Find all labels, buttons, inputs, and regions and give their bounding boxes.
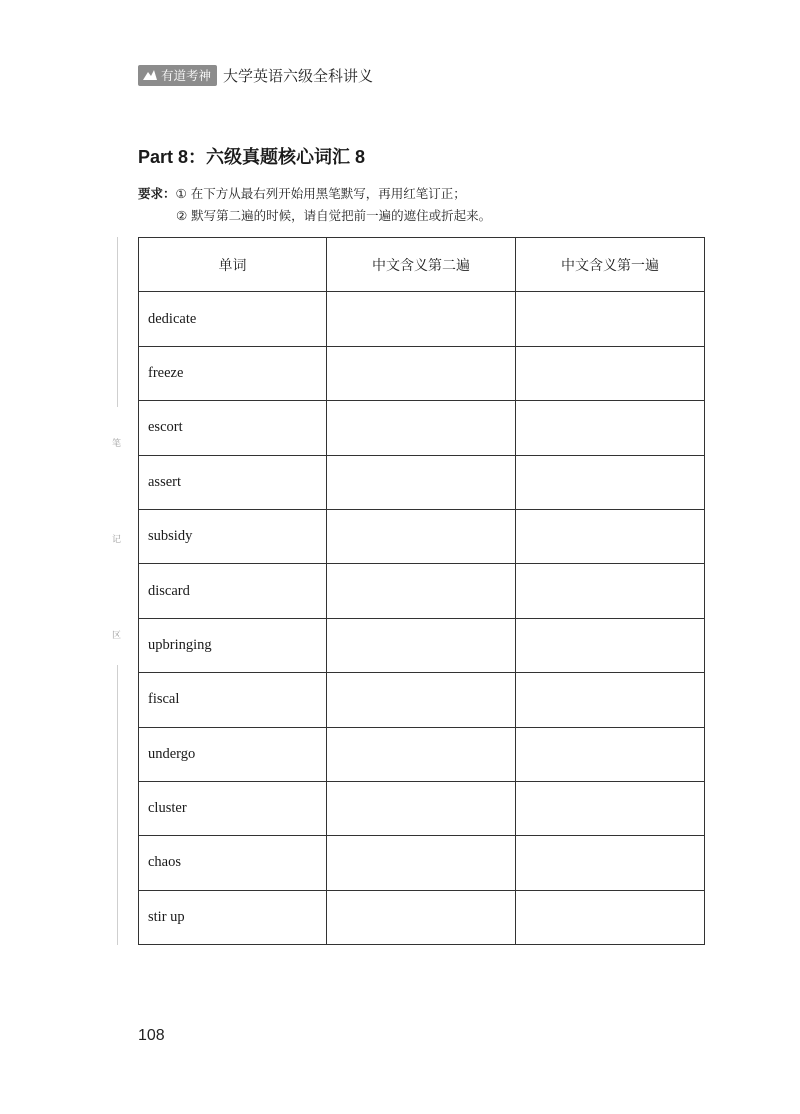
word-cell: fiscal bbox=[139, 673, 327, 727]
table-row bbox=[139, 618, 705, 672]
meaning-second-cell bbox=[327, 564, 516, 618]
table-row bbox=[139, 836, 705, 890]
word-cell: cluster bbox=[139, 781, 327, 835]
table-row bbox=[139, 292, 705, 346]
word-cell: subsidy bbox=[139, 509, 327, 563]
meaning-first-cell bbox=[516, 292, 705, 346]
meaning-second-cell bbox=[327, 673, 516, 727]
requirement-line-1 bbox=[138, 183, 491, 205]
requirements bbox=[138, 183, 491, 227]
column-header-word: 单词 bbox=[139, 238, 327, 292]
table-row bbox=[139, 673, 705, 727]
word-cell: freeze bbox=[139, 346, 327, 400]
meaning-second-cell bbox=[327, 401, 516, 455]
word-cell: stir up bbox=[139, 890, 327, 944]
meaning-first-cell bbox=[516, 836, 705, 890]
word-cell: escort bbox=[139, 401, 327, 455]
table-row bbox=[139, 401, 705, 455]
meaning-first-cell bbox=[516, 401, 705, 455]
meaning-first-cell bbox=[516, 673, 705, 727]
notes-margin-char-2: 记 bbox=[112, 535, 122, 545]
meaning-first-cell bbox=[516, 727, 705, 781]
notes-margin-char-1: 笔 bbox=[112, 439, 122, 449]
requirement-text-1: ① 在下方从最右列开始用黑笔默写，再用红笔订正； bbox=[175, 186, 466, 201]
part-title: Part 8：六级真题核心词汇 8 bbox=[138, 147, 366, 167]
column-header-meaning-first: 中文含义第一遍 bbox=[516, 238, 705, 292]
page-number: 108 bbox=[138, 1027, 165, 1044]
table-header-row bbox=[139, 238, 705, 292]
meaning-second-cell bbox=[327, 727, 516, 781]
word-cell: discard bbox=[139, 564, 327, 618]
notes-margin-char-3: 区 bbox=[112, 631, 122, 641]
meaning-first-cell bbox=[516, 618, 705, 672]
table-row bbox=[139, 890, 705, 944]
page-header bbox=[138, 63, 373, 87]
word-cell: dedicate bbox=[139, 292, 327, 346]
meaning-first-cell bbox=[516, 346, 705, 400]
meaning-second-cell bbox=[327, 618, 516, 672]
book-title: 大学英语六级全科讲义 bbox=[223, 66, 374, 85]
meaning-second-cell bbox=[327, 292, 516, 346]
meaning-first-cell bbox=[516, 564, 705, 618]
table-row bbox=[139, 346, 705, 400]
vocabulary-table bbox=[138, 237, 705, 945]
meaning-first-cell bbox=[516, 509, 705, 563]
meaning-second-cell bbox=[327, 836, 516, 890]
requirement-line-2: ② 默写第二遍的时候，请自觉把前一遍的遮住或折起来。 bbox=[176, 208, 492, 223]
meaning-first-cell bbox=[516, 781, 705, 835]
meaning-second-cell bbox=[327, 781, 516, 835]
table-row bbox=[139, 564, 705, 618]
table-row bbox=[139, 509, 705, 563]
brand-name: 有道考神 bbox=[161, 68, 212, 83]
brand-logo-icon bbox=[142, 68, 158, 82]
meaning-second-cell bbox=[327, 890, 516, 944]
word-cell: upbringing bbox=[139, 618, 327, 672]
table-row bbox=[139, 455, 705, 509]
word-cell: chaos bbox=[139, 836, 327, 890]
word-cell: assert bbox=[139, 455, 327, 509]
table-row bbox=[139, 727, 705, 781]
table-row bbox=[139, 781, 705, 835]
notes-margin-line-top bbox=[117, 237, 118, 407]
word-cell: undergo bbox=[139, 727, 327, 781]
meaning-first-cell bbox=[516, 455, 705, 509]
column-header-meaning-second: 中文含义第二遍 bbox=[327, 238, 516, 292]
notes-margin-line-bottom bbox=[117, 665, 118, 945]
meaning-first-cell bbox=[516, 890, 705, 944]
meaning-second-cell bbox=[327, 455, 516, 509]
requirement-label: 要求： bbox=[138, 186, 176, 201]
meaning-second-cell bbox=[327, 509, 516, 563]
brand-badge bbox=[138, 65, 217, 86]
meaning-second-cell bbox=[327, 346, 516, 400]
